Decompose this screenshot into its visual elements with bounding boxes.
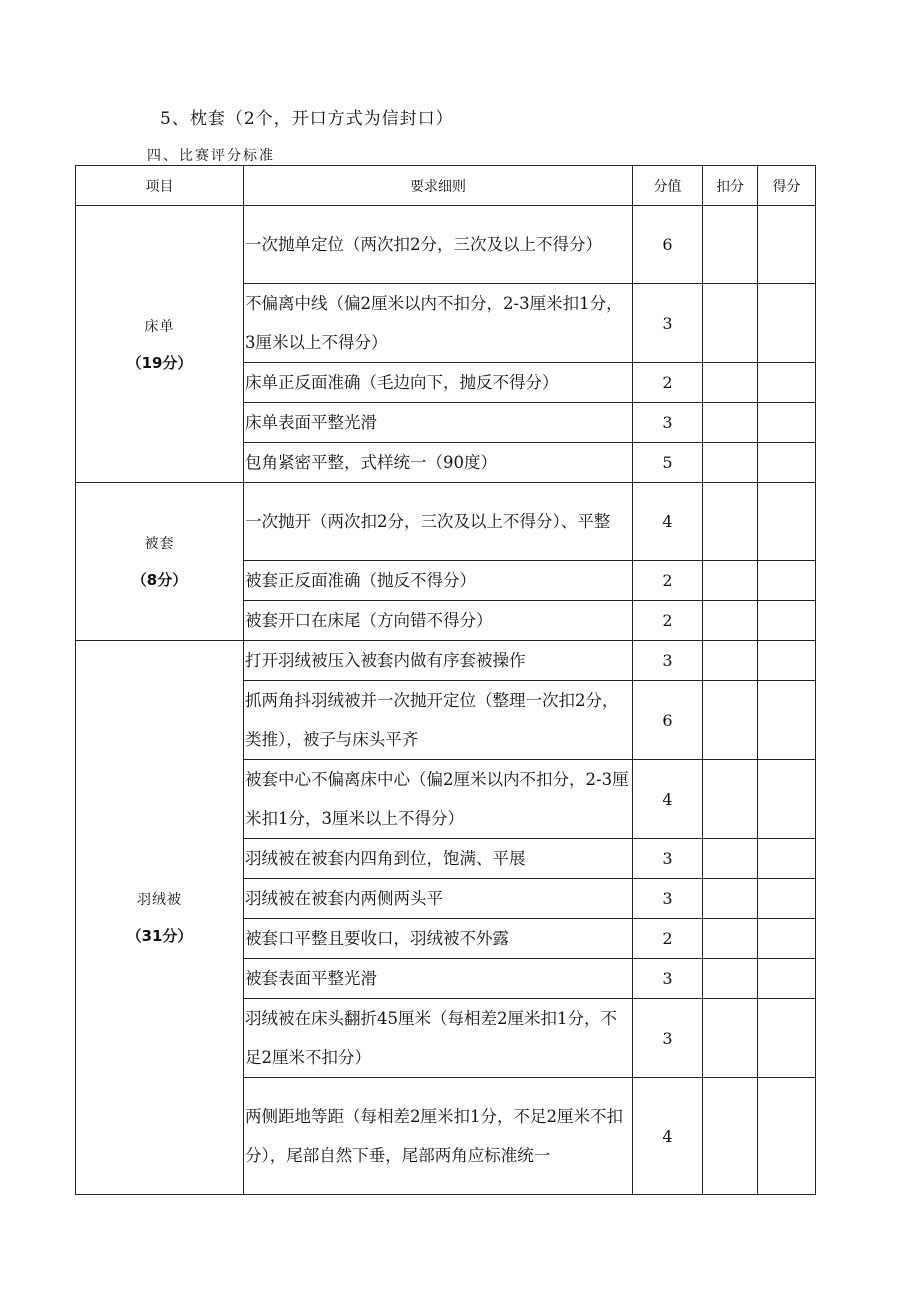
score-cell: 3 bbox=[633, 959, 703, 999]
got-cell[interactable] bbox=[758, 839, 816, 879]
score-cell: 4 bbox=[633, 483, 703, 561]
requirement-cell: 床单表面平整光滑 bbox=[244, 403, 633, 443]
got-cell[interactable] bbox=[758, 919, 816, 959]
header-deduct: 扣分 bbox=[703, 166, 758, 206]
section-title: 四、比赛评分标准 bbox=[147, 148, 275, 164]
requirement-cell: 打开羽绒被压入被套内做有序套被操作 bbox=[244, 641, 633, 681]
scoring-table bbox=[75, 165, 816, 1195]
score-cell: 3 bbox=[633, 879, 703, 919]
got-cell[interactable] bbox=[758, 403, 816, 443]
requirement-cell: 一次抛开（两次扣2分，三次及以上不得分）、平整 bbox=[244, 483, 633, 561]
requirement-cell: 羽绒被在床头翻折45厘米（每相差2厘米扣1分，不足2厘米不扣分） bbox=[244, 999, 633, 1078]
category-duvet-cover bbox=[76, 483, 244, 641]
header-score: 分值 bbox=[633, 166, 703, 206]
score-cell: 2 bbox=[633, 919, 703, 959]
table-row bbox=[76, 206, 816, 284]
requirement-cell: 羽绒被在被套内两侧两头平 bbox=[244, 879, 633, 919]
category-down-quilt bbox=[76, 641, 244, 1195]
got-cell[interactable] bbox=[758, 681, 816, 760]
got-cell[interactable] bbox=[758, 999, 816, 1078]
got-cell[interactable] bbox=[758, 879, 816, 919]
score-cell: 3 bbox=[633, 839, 703, 879]
score-cell: 2 bbox=[633, 363, 703, 403]
deduct-cell[interactable] bbox=[703, 681, 758, 760]
requirement-cell: 包角紧密平整，式样统一（90度） bbox=[244, 443, 633, 483]
table-header-row bbox=[76, 166, 816, 206]
score-cell: 3 bbox=[633, 284, 703, 363]
deduct-cell[interactable] bbox=[703, 959, 758, 999]
requirement-cell: 被套中心不偏离床中心（偏2厘米以内不扣分，2-3厘米扣1分，3厘米以上不得分） bbox=[244, 760, 633, 839]
deduct-cell[interactable] bbox=[703, 641, 758, 681]
got-cell[interactable] bbox=[758, 483, 816, 561]
got-cell[interactable] bbox=[758, 760, 816, 839]
score-cell: 3 bbox=[633, 641, 703, 681]
requirement-cell: 被套表面平整光滑 bbox=[244, 959, 633, 999]
category-name: 羽绒被 bbox=[137, 892, 182, 908]
deduct-cell[interactable] bbox=[703, 879, 758, 919]
deduct-cell[interactable] bbox=[703, 839, 758, 879]
score-cell: 5 bbox=[633, 443, 703, 483]
header-item: 项目 bbox=[76, 166, 244, 206]
intro-line-pillowcase: 5、枕套（2个，开口方式为信封口） bbox=[160, 109, 454, 129]
deduct-cell[interactable] bbox=[703, 443, 758, 483]
score-cell: 2 bbox=[633, 601, 703, 641]
requirement-cell: 被套开口在床尾（方向错不得分） bbox=[244, 601, 633, 641]
header-requirement: 要求细则 bbox=[244, 166, 633, 206]
deduct-cell[interactable] bbox=[703, 284, 758, 363]
got-cell[interactable] bbox=[758, 1078, 816, 1195]
requirement-cell: 两侧距地等距（每相差2厘米扣1分，不足2厘米不扣分），尾部自然下垂，尾部两角应标准统一 bbox=[244, 1078, 633, 1195]
requirement-cell: 被套正反面准确（抛反不得分） bbox=[244, 561, 633, 601]
deduct-cell[interactable] bbox=[703, 483, 758, 561]
deduct-cell[interactable] bbox=[703, 1078, 758, 1195]
score-cell: 4 bbox=[633, 1078, 703, 1195]
header-got: 得分 bbox=[758, 166, 816, 206]
got-cell[interactable] bbox=[758, 641, 816, 681]
score-cell: 4 bbox=[633, 760, 703, 839]
got-cell[interactable] bbox=[758, 959, 816, 999]
deduct-cell[interactable] bbox=[703, 760, 758, 839]
requirement-cell: 被套口平整且要收口，羽绒被不外露 bbox=[244, 919, 633, 959]
deduct-cell[interactable] bbox=[703, 919, 758, 959]
requirement-cell: 床单正反面准确（毛边向下，抛反不得分） bbox=[244, 363, 633, 403]
category-points: （31分） bbox=[126, 927, 193, 945]
requirement-cell: 一次抛单定位（两次扣2分，三次及以上不得分） bbox=[244, 206, 633, 284]
table-row bbox=[76, 641, 816, 681]
got-cell[interactable] bbox=[758, 206, 816, 284]
got-cell[interactable] bbox=[758, 443, 816, 483]
got-cell[interactable] bbox=[758, 601, 816, 641]
deduct-cell[interactable] bbox=[703, 403, 758, 443]
deduct-cell[interactable] bbox=[703, 601, 758, 641]
got-cell[interactable] bbox=[758, 561, 816, 601]
deduct-cell[interactable] bbox=[703, 206, 758, 284]
deduct-cell[interactable] bbox=[703, 363, 758, 403]
requirement-cell: 不偏离中线（偏2厘米以内不扣分，2-3厘米扣1分，3厘米以上不得分） bbox=[244, 284, 633, 363]
got-cell[interactable] bbox=[758, 284, 816, 363]
category-name: 被套 bbox=[144, 536, 175, 552]
category-points: （8分） bbox=[131, 571, 188, 589]
requirement-cell: 抓两角抖羽绒被并一次抛开定位（整理一次扣2分，类推），被子与床头平齐 bbox=[244, 681, 633, 760]
table-row bbox=[76, 483, 816, 561]
score-cell: 6 bbox=[633, 206, 703, 284]
score-cell: 6 bbox=[633, 681, 703, 760]
got-cell[interactable] bbox=[758, 363, 816, 403]
score-cell: 2 bbox=[633, 561, 703, 601]
category-points: （19分） bbox=[126, 353, 193, 372]
score-cell: 3 bbox=[633, 403, 703, 443]
category-name: 床单 bbox=[144, 318, 175, 335]
deduct-cell[interactable] bbox=[703, 999, 758, 1078]
deduct-cell[interactable] bbox=[703, 561, 758, 601]
score-cell: 3 bbox=[633, 999, 703, 1078]
category-bedsheet bbox=[76, 206, 244, 483]
requirement-cell: 羽绒被在被套内四角到位，饱满、平展 bbox=[244, 839, 633, 879]
